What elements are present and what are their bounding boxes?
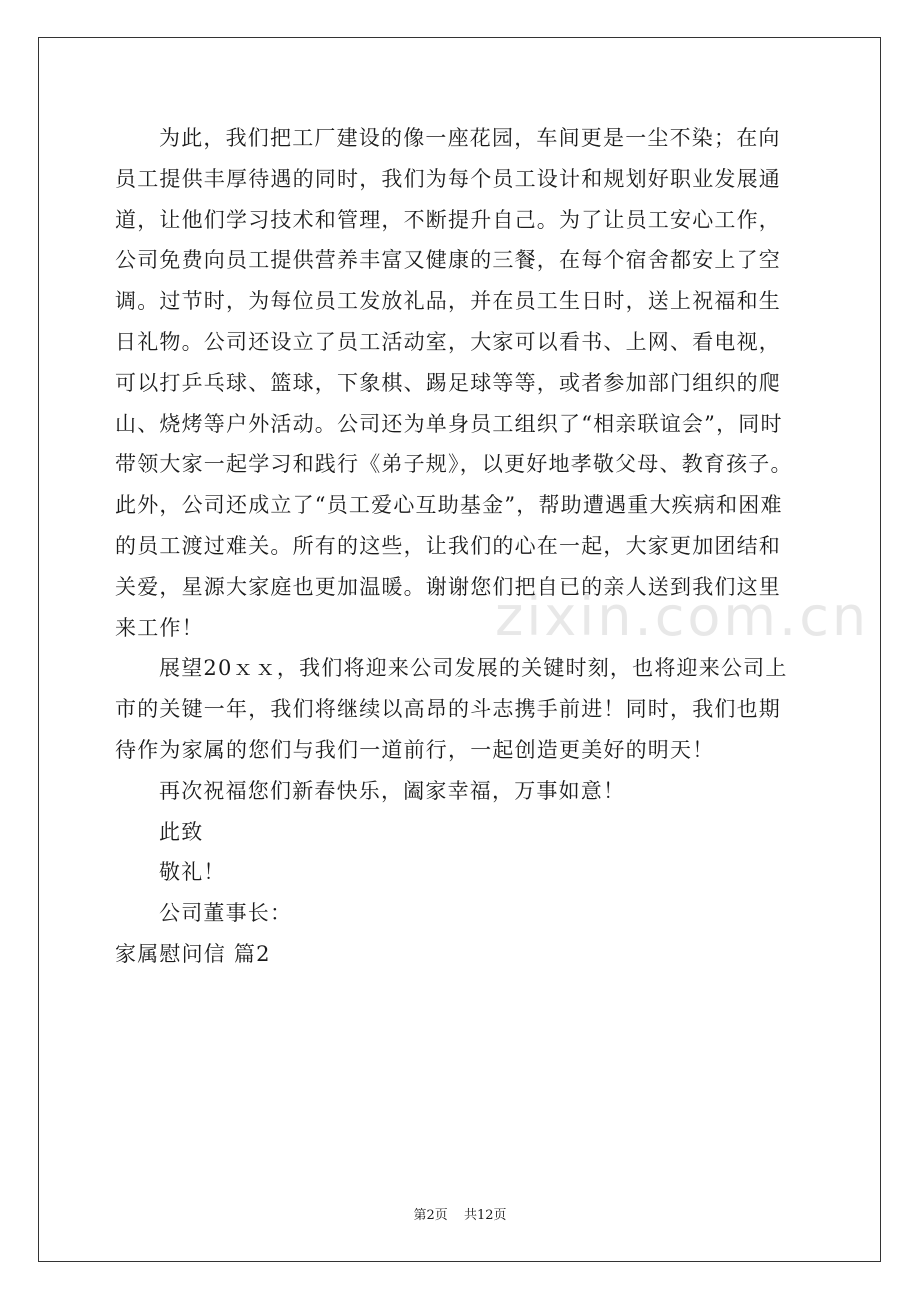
salutation-line: 敬礼！ <box>159 860 226 885</box>
text-line: 带领大家一起学习和践行《弟子规》，以更好地孝敬父母、教育孩子。 <box>115 452 793 477</box>
text-line: 调。过节时，为每位员工发放礼品，并在员工生日时，送上祝福和生 <box>115 289 781 314</box>
page-footer <box>0 1206 920 1226</box>
watermark: zixin.com.cn <box>495 585 870 648</box>
text-line: 来工作！ <box>115 615 204 640</box>
text-line: 此外，公司还成立了“员工爱心互助基金”，帮助遭遇重大疾病和困难 <box>115 493 783 518</box>
text-line: 待作为家属的您们与我们一道前行，一起创造更美好的明天！ <box>115 737 715 762</box>
page-total: 共12页 <box>463 1208 507 1223</box>
text-line: 道，让他们学习技术和管理，不断提升自己。为了让员工安心工作， <box>115 207 781 232</box>
text-line: 的员工渡过难关。所有的这些，让我们的心在一起，大家更加团结和 <box>115 533 781 558</box>
salutation-line: 此致 <box>159 819 204 844</box>
text-line: 再次祝福您们新春快乐，阖家幸福，万事如意！ <box>159 778 626 803</box>
text-line: 山、烧烤等户外活动。公司还为单身员工组织了“相亲联谊会”，同时 <box>115 411 783 436</box>
text-line: 日礼物。公司还设立了员工活动室，大家可以看书、上网、看电视， <box>115 329 781 354</box>
section-heading: 家属慰问信 篇2 <box>115 941 271 966</box>
text-line: 员工提供丰厚待遇的同时，我们为每个员工设计和规划好职业发展通 <box>115 166 781 191</box>
text-line: 可以打乒乓球、篮球，下象棋、踢足球等等，或者参加部门组织的爬 <box>115 370 781 395</box>
page-number: 第2页 <box>413 1208 448 1223</box>
text-line: 展望20ｘｘ，我们将迎来公司发展的关键时刻，也将迎来公司上 <box>159 656 788 681</box>
text-line: 关爱，星源大家庭也更加温暖。谢谢您们把自已的亲人送到我们这里 <box>115 574 781 599</box>
text-line: 公司免费向员工提供营养丰富又健康的三餐，在每个宿舍都安上了空 <box>115 248 781 273</box>
text-line: 为此，我们把工厂建设的像一座花园，车间更是一尘不染；在向 <box>159 126 781 150</box>
letter-body <box>115 118 815 975</box>
signature-line: 公司董事长： <box>159 901 293 926</box>
text-line: 市的关键一年，我们将继续以高昂的斗志携手前进！同时，我们也期 <box>115 697 781 722</box>
